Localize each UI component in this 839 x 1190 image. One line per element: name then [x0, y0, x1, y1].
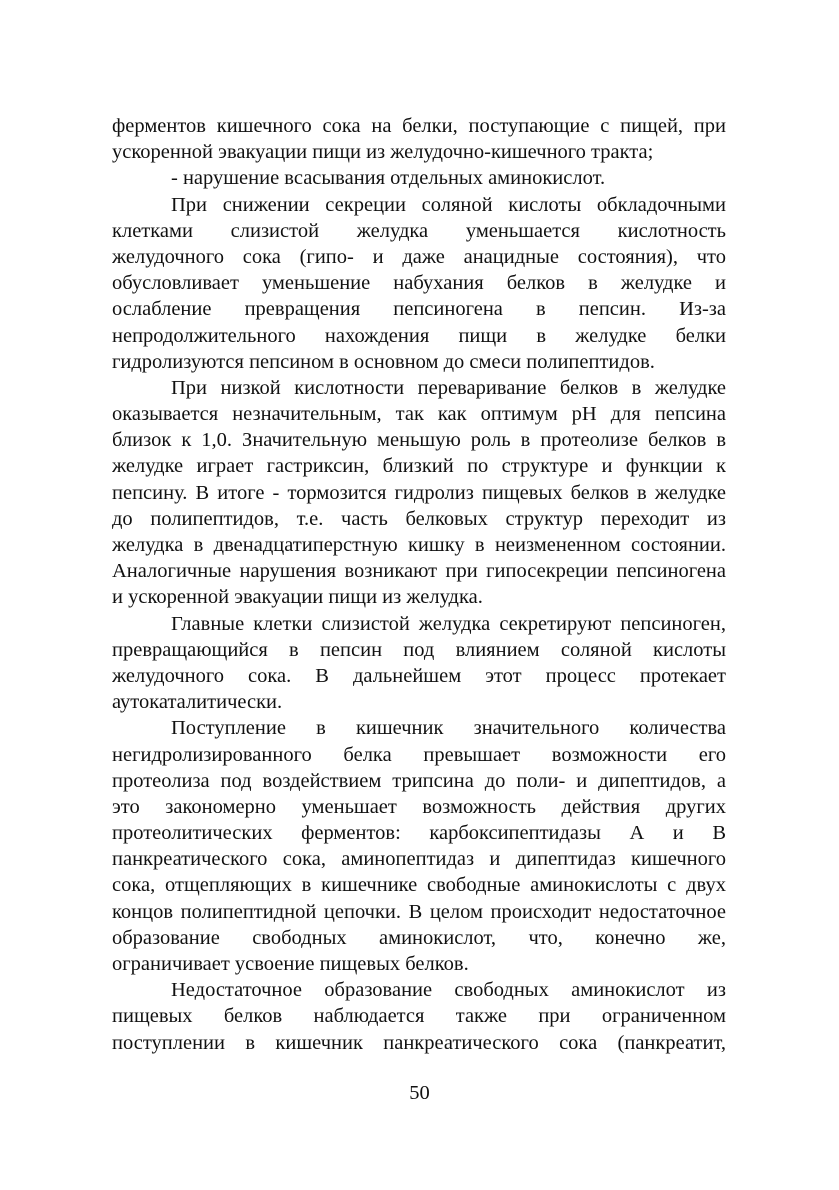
text-line: желудочного сока. В дальнейшем этот процесс протекает: [112, 664, 726, 687]
text-line: оказывается незначительным, так как оптимум pH для пепсина: [112, 403, 726, 426]
text-line: ослабление превращения пепсиногена в пепсин. Из-за: [112, 298, 726, 321]
text-line: поступлении в кишечник панкреатического сока (панкреатит,: [112, 1031, 726, 1054]
text-line: ограничивает усвоение пищевых белков.: [112, 953, 469, 975]
text-line: При низкой кислотности переваривание белков в желудке: [171, 376, 726, 399]
text-line: панкреатического сока, аминопептидаз и дипептидаз кишечного: [112, 848, 726, 871]
text-line: до полипептидов, т.е. часть белковых структур переходит из: [112, 507, 726, 530]
text-line: ускоренной эвакуации пищи из желудочно-кишечного тракта;: [112, 141, 654, 164]
text-line: близок к 1,0. Значительную меньшую роль в протеолизе белков в: [112, 429, 726, 452]
text-line: превращающийся в пепсин под влиянием соляной кислоты: [112, 638, 726, 661]
text-line: Недостаточное образование свободных аминокислот из: [171, 979, 726, 1002]
text-line: желудочного сока (гипо- и даже анацидные состояния), что: [112, 245, 726, 268]
text-line: аутокаталитически.: [112, 691, 283, 714]
text-line: это закономерно уменьшает возможность действия других: [112, 795, 726, 818]
page-number: 50: [409, 1082, 430, 1104]
text-line: клетками слизистой желудка уменьшается кислотность: [112, 219, 726, 242]
text-line: гидролизуются пепсином в основном до смеси полипептидов.: [112, 350, 655, 373]
text-line: ферментов кишечного сока на белки, поступающие с пищей, при: [112, 115, 726, 137]
text-line: протеолиза под воздействием трипсина до поли- и дипептидов, а: [112, 769, 726, 792]
text-line: и ускоренной эвакуации пищи из желудка.: [112, 586, 483, 609]
text-line: обусловливает уменьшение набухания белков в желудке и: [112, 272, 726, 295]
text-line: - нарушение всасывания отдельных аминокислот.: [171, 167, 606, 190]
text-line: желудка в двенадцатиперстную кишку в неизмененном состоянии.: [112, 534, 726, 556]
text-line: Поступление в кишечник значительного количества: [171, 717, 726, 740]
text-line: протеолитических ферментов: карбоксипептидазы А и В: [112, 822, 726, 845]
text-line: непродолжительного нахождения пищи в желудке белки: [112, 324, 726, 347]
text-line: пищевых белков наблюдается также при ограниченном: [112, 1005, 726, 1028]
text-line: негидролизированного белка превышает возможности его: [112, 743, 726, 766]
text-line: Главные клетки слизистой желудка секретируют пепсиноген,: [171, 612, 726, 635]
text-line: пепсину. В итоге - тормозится гидролиз пищевых белков в желудке: [112, 481, 726, 504]
body-text: [112, 113, 726, 1056]
text-line: желудке играет гастриксин, близкий по структуре и функции к: [112, 455, 726, 478]
text-line: Аналогичные нарушения возникают при гипосекреции пепсиногена: [112, 560, 726, 583]
text-line: образование свободных аминокислот, что, конечно же,: [112, 926, 726, 949]
text-line: При снижении секреции соляной кислоты обкладочными: [171, 193, 726, 216]
text-line: сока, отщепляющих в кишечнике свободные аминокислоты с двух: [112, 874, 726, 897]
text-line: концов полипептидной цепочки. В целом происходит недостаточное: [112, 900, 726, 923]
